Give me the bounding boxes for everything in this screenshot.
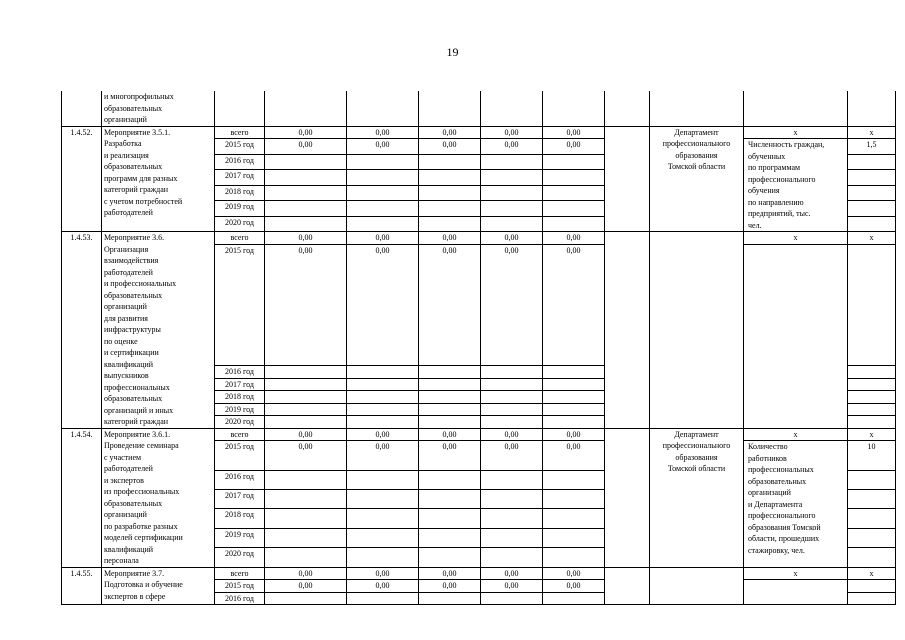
measure-code: 1.4.52. [62,126,102,232]
amount-cell [347,154,419,170]
amount-cell: 0,00 [347,428,419,441]
amount-cell [543,416,605,429]
amount-cell [419,154,481,170]
amount-cell [543,509,605,528]
responsible-department [650,567,744,605]
amount-cell [347,470,419,489]
indicator-value-blank [848,201,896,217]
amount-cell [481,490,543,509]
measure-name-cell [102,567,215,605]
amount-cell [347,403,419,416]
continuation-code-cell [62,91,102,126]
amount-cell: 0,00 [347,441,419,471]
amount-cell [481,201,543,217]
amount-cell: 0,00 [265,139,347,155]
amount-cell: 0,00 [543,232,605,245]
indicator-value-blank [848,509,896,528]
amount-cell [265,403,347,416]
amount-cell: 0,00 [419,580,481,593]
amount-cell [265,592,347,605]
indicator-text: Количество работников профессиональных образовательных организаций и Департамента профессионального образования Томской области, прошедших стажировку, чел. [748,442,821,555]
amount-cell [481,403,543,416]
indicator-value-blank [848,403,896,416]
year-label: 2019 год [215,403,265,416]
indicator-value: 1,5 [848,139,896,155]
amount-cell: 0,00 [347,232,419,245]
indicator-cell [744,441,848,568]
amount-cell [543,403,605,416]
amount-cell [347,185,419,201]
amount-cell: 0,00 [347,244,419,366]
amount-cell: 0,00 [419,428,481,441]
amount-cell [481,391,543,404]
amount-cell: 0,00 [347,580,419,593]
indicator-value-blank [848,548,896,567]
indicator-value-blank [848,391,896,404]
amount-cell [419,490,481,509]
amount-cell [419,548,481,567]
amount-cell [481,470,543,489]
amount-cell [481,416,543,429]
amount-cell: 0,00 [543,567,605,580]
indicator-value-blank [848,528,896,547]
amount-cell: 0,00 [419,126,481,139]
amount-cell [347,416,419,429]
amount-cell: 0,00 [543,441,605,471]
amount-cell [265,391,347,404]
year-label: всего [215,428,265,441]
year-label: 2015 год [215,139,265,155]
year-label: 2020 год [215,416,265,429]
amount-cell [419,403,481,416]
amount-cell: 0,00 [481,244,543,366]
amount-cell [543,154,605,170]
amount-cell [265,366,347,379]
year-label: 2017 год [215,170,265,186]
amount-cell [347,509,419,528]
year-label: 2017 год [215,490,265,509]
amount-cell [419,201,481,217]
indicator-value-blank [848,216,896,232]
continuation-name: и многопрофильных образовательных организаций [104,92,174,124]
year-label: 2018 год [215,185,265,201]
blank-cell [605,126,650,232]
amount-cell: 0,00 [481,567,543,580]
amount-cell [265,416,347,429]
table-row [62,428,896,441]
year-label: 2018 год [215,391,265,404]
responsible-department [650,232,744,429]
program-table [61,91,896,605]
year-label: 2017 год [215,378,265,391]
amount-cell: 0,00 [265,567,347,580]
indicator-head: х [744,126,848,139]
amount-cell: 0,00 [481,139,543,155]
department-text: Департамент профессионального образования Томской области [662,127,731,171]
indicator-head: х [744,567,848,580]
year-label: 2019 год [215,201,265,217]
year-label: 2016 год [215,470,265,489]
amount-cell: 0,00 [481,580,543,593]
year-label: 2016 год [215,154,265,170]
measure-name-cell [102,232,215,429]
page-number: 19 [446,45,459,59]
department-text: Департамент профессионального образования Томской области [662,429,731,473]
indicator-value [848,244,896,366]
responsible-department [650,126,744,232]
indicator-value-blank [848,154,896,170]
amount-cell [481,592,543,605]
amount-cell [265,154,347,170]
unit-head: х [848,428,896,441]
amount-cell [419,216,481,232]
year-label: 2015 год [215,441,265,471]
year-label: 2019 год [215,528,265,547]
indicator-value-blank [848,366,896,379]
amount-cell: 0,00 [265,428,347,441]
amount-cell [265,185,347,201]
amount-cell [419,170,481,186]
amount-cell [419,366,481,379]
amount-cell: 0,00 [481,232,543,245]
measure-code: 1.4.55. [62,567,102,605]
amount-cell: 0,00 [543,244,605,366]
indicator-head: х [744,232,848,245]
amount-cell [419,528,481,547]
measure-name: Мероприятие 3.7. Подготовка и обучение экспертов в сфере [104,568,183,601]
amount-cell [265,216,347,232]
amount-cell [481,170,543,186]
amount-cell [347,366,419,379]
indicator-value-blank [848,490,896,509]
amount-cell [543,366,605,379]
amount-cell: 0,00 [543,139,605,155]
amount-cell [543,170,605,186]
amount-cell: 0,00 [419,232,481,245]
unit-head: х [848,232,896,245]
amount-cell: 0,00 [265,126,347,139]
amount-cell [481,366,543,379]
amount-cell [543,592,605,605]
amount-cell [543,548,605,567]
amount-cell: 0,00 [265,244,347,366]
amount-cell [347,528,419,547]
indicator-cell [744,580,848,605]
amount-cell: 0,00 [543,580,605,593]
year-label: 2020 год [215,548,265,567]
blank-cell [605,428,650,567]
unit-head: х [848,567,896,580]
amount-cell [265,548,347,567]
amount-cell [543,185,605,201]
amount-cell: 0,00 [481,441,543,471]
amount-cell [543,201,605,217]
measure-name: Мероприятие 3.6.1. Проведение семинара с участием работодателей и экспертов из профессиональных образовательных организаций по разработке разных моделей сертификации квалификаций персонала [104,429,183,565]
amount-cell [347,170,419,186]
amount-cell [265,470,347,489]
amount-cell [419,470,481,489]
year-label: всего [215,126,265,139]
table-row [62,126,896,139]
table-row [62,232,896,245]
amount-cell [347,592,419,605]
amount-cell [347,490,419,509]
indicator-value-blank [848,470,896,489]
year-label: 2016 год [215,592,265,605]
amount-cell [481,185,543,201]
year-label: 2016 год [215,366,265,379]
amount-cell: 0,00 [543,126,605,139]
amount-cell [347,548,419,567]
amount-cell [419,509,481,528]
amount-cell [347,201,419,217]
amount-cell: 0,00 [347,126,419,139]
amount-cell [543,391,605,404]
amount-cell: 0,00 [543,428,605,441]
amount-cell [419,378,481,391]
amount-cell [543,378,605,391]
indicator-head: х [744,428,848,441]
year-label: всего [215,232,265,245]
amount-cell: 0,00 [265,441,347,471]
year-label: 2015 год [215,244,265,366]
measure-name-cell [102,126,215,232]
continuation-name-cell [102,91,215,126]
indicator-value [848,580,896,593]
measure-code: 1.4.54. [62,428,102,567]
indicator-value-blank [848,416,896,429]
amount-cell [543,528,605,547]
amount-cell [481,154,543,170]
amount-cell [419,185,481,201]
indicator-value-blank [848,170,896,186]
amount-cell [265,378,347,391]
amount-cell [481,509,543,528]
indicator-text: Численность граждан, обученных по программам профессионального обучения по направлению предприятий, тыс. чел. [748,140,825,230]
amount-cell: 0,00 [265,580,347,593]
unit-head: х [848,126,896,139]
amount-cell: 0,00 [481,428,543,441]
amount-cell [543,216,605,232]
blank-cell [605,232,650,429]
year-label: 2020 год [215,216,265,232]
amount-cell: 0,00 [347,139,419,155]
amount-cell: 0,00 [419,441,481,471]
program-table-wrapper [61,91,876,605]
amount-cell [265,490,347,509]
amount-cell [265,528,347,547]
amount-cell [481,378,543,391]
amount-cell [265,201,347,217]
amount-cell [347,216,419,232]
amount-cell: 0,00 [419,567,481,580]
table-row [62,567,896,580]
continuation-row [62,91,896,126]
indicator-value-blank [848,378,896,391]
amount-cell [347,378,419,391]
measure-name-cell [102,428,215,567]
year-label: всего [215,567,265,580]
amount-cell: 0,00 [419,139,481,155]
responsible-department [650,428,744,567]
indicator-cell [744,244,848,428]
year-label: 2015 год [215,580,265,593]
amount-cell [419,416,481,429]
amount-cell: 0,00 [265,232,347,245]
indicator-value-blank [848,592,896,605]
amount-cell: 0,00 [347,567,419,580]
amount-cell: 0,00 [419,244,481,366]
indicator-cell [744,139,848,232]
year-label: 2018 год [215,509,265,528]
amount-cell [265,509,347,528]
amount-cell [481,548,543,567]
indicator-value: 10 [848,441,896,471]
amount-cell [481,216,543,232]
measure-name: Мероприятие 3.5.1. Разработка и реализация образовательных программ для разных категорий граждан с учетом потребностей работодателей [104,127,183,217]
amount-cell [347,391,419,404]
amount-cell [419,592,481,605]
amount-cell [481,528,543,547]
amount-cell: 0,00 [481,126,543,139]
amount-cell [265,170,347,186]
amount-cell [543,470,605,489]
blank-cell [605,567,650,605]
measure-name: Мероприятие 3.6. Организация взаимодействия работодателей и профессиональных образовательных организаций для развития инфраструктуры по оценке и сертификации квалификаций выпускников профессиональных образовательных организаций и иных категорий граждан [104,233,177,426]
measure-code: 1.4.53. [62,232,102,429]
indicator-value-blank [848,185,896,201]
amount-cell [543,490,605,509]
amount-cell [419,391,481,404]
